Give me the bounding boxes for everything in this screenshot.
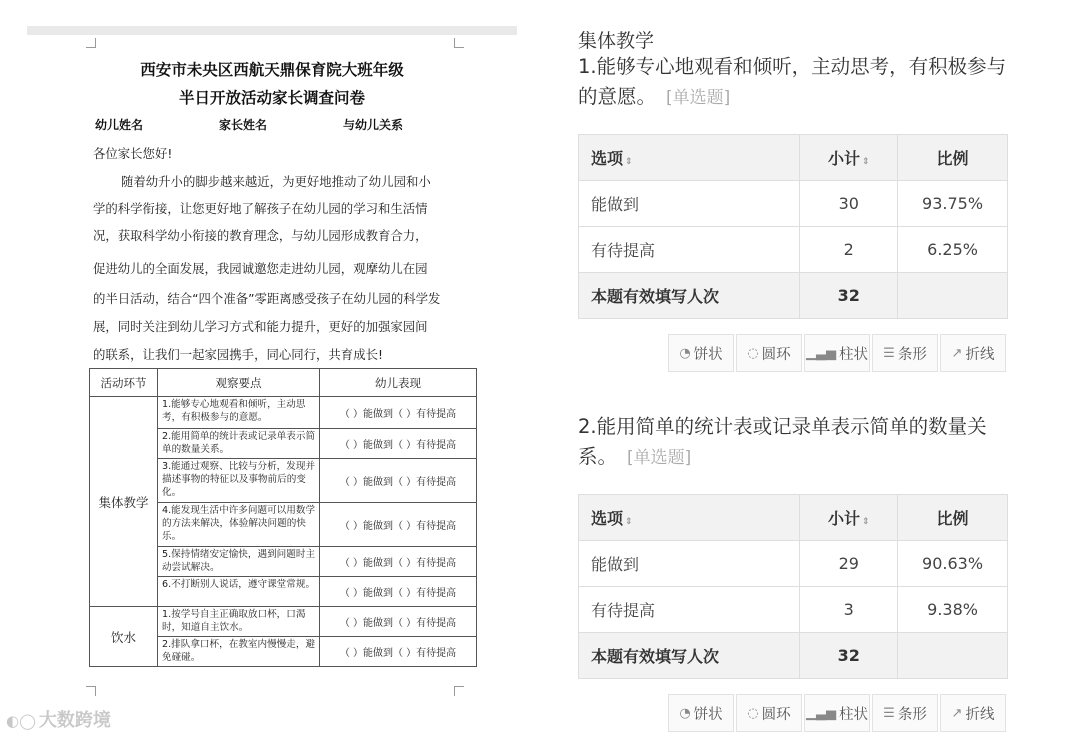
- total-empty-cell: [898, 273, 1008, 319]
- table-row: [90, 607, 477, 637]
- table-row: [579, 227, 1008, 273]
- ratio-cell: 93.75%: [898, 181, 1008, 227]
- column-icon: ▁▃▅: [806, 705, 836, 721]
- ratio-cell: 90.63%: [898, 541, 1008, 587]
- ring-chart-button[interactable]: ◌ 圆环: [736, 334, 802, 372]
- total-label: 本题有效填写人次: [579, 633, 800, 679]
- line-icon: ↗: [951, 705, 963, 721]
- performance-choice: （ ）能做到（ ）有待提高: [320, 637, 477, 667]
- sort-icon[interactable]: ⇕: [861, 517, 870, 527]
- bar-chart-button[interactable]: ☰ 条形: [872, 334, 938, 372]
- total-empty-cell: [898, 633, 1008, 679]
- body-line: 况，获取科学幼小衔接的教育理念，与幼儿园形成教育合力，: [93, 228, 428, 243]
- column-icon: ▁▃▅: [806, 345, 836, 361]
- option-cell: 有待提高: [579, 587, 800, 633]
- crop-mark: [454, 38, 464, 48]
- pie-icon: ◔: [679, 345, 691, 361]
- greeting: 各位家长您好!: [93, 146, 173, 161]
- bar-chart-button[interactable]: ☰ 条形: [872, 694, 938, 732]
- count-cell: 2: [800, 227, 898, 273]
- body-line: 学的科学衔接，让您更好地了解孩子在幼儿园的学习和生活情: [93, 201, 428, 216]
- table-header-row: [579, 135, 1008, 181]
- question-title: [578, 412, 1008, 473]
- document-subtitle: 半日开放活动家长调查问卷: [178, 89, 365, 107]
- watermark-logo-icon: ◐◯: [6, 712, 36, 730]
- count-cell: 29: [800, 541, 898, 587]
- line-chart-button[interactable]: ↗ 折线: [940, 694, 1006, 732]
- ring-chart-button[interactable]: ◌ 圆环: [736, 694, 802, 732]
- observation-point: 1.能够专心地观看和倾听，主动思考，有积极参与的意愿。: [158, 397, 320, 429]
- header-observation: 观察要点: [158, 369, 320, 397]
- table-row: [90, 397, 477, 429]
- ring-icon: ◌: [747, 705, 759, 721]
- total-row: [579, 273, 1008, 319]
- count-cell: 30: [800, 181, 898, 227]
- table-header-row: [579, 495, 1008, 541]
- watermark-text: 大数跨境: [38, 710, 111, 731]
- performance-choice: （ ）能做到（ ）有待提高: [320, 577, 477, 607]
- observation-point: 5.保持情绪安定愉快，遇到问题时主动尝试解决。: [158, 547, 320, 577]
- performance-choice: （ ）能做到（ ）有待提高: [320, 503, 477, 547]
- observation-point: 1.按学号自主正确取放口杯，口渴时，知道自主饮水。: [158, 607, 320, 637]
- pie-chart-button[interactable]: ◔ 饼状: [668, 694, 734, 732]
- question-type-tag: [单选题]: [666, 88, 731, 108]
- sort-icon[interactable]: ⇕: [861, 157, 870, 167]
- bar-icon: ☰: [883, 345, 895, 361]
- questionnaire-document: [27, 26, 517, 706]
- column-chart-button[interactable]: ▁▃▅ 柱状: [804, 694, 870, 732]
- category-cell: 集体教学: [90, 397, 158, 607]
- column-ratio-header: 比例: [898, 495, 1008, 541]
- body-line: 展，同时关注到幼儿学习方式和能力提升，更好的加强家园间: [93, 319, 428, 334]
- table-row: [579, 181, 1008, 227]
- line-icon: ↗: [951, 345, 963, 361]
- chart-type-buttons: [668, 694, 1006, 732]
- ratio-cell: 9.38%: [898, 587, 1008, 633]
- performance-choice: （ ）能做到（ ）有待提高: [320, 397, 477, 429]
- column-count-header[interactable]: 小计 ⇕: [800, 135, 898, 181]
- field-relationship: 与幼儿关系: [343, 118, 404, 132]
- question-text: 2.能用简单的统计表或记录单表示简单的数量关系。: [578, 415, 987, 468]
- results-table: [578, 134, 1008, 319]
- table-row: [579, 587, 1008, 633]
- total-count: 32: [800, 633, 898, 679]
- column-ratio-header: 比例: [898, 135, 1008, 181]
- performance-choice: （ ）能做到（ ）有待提高: [320, 607, 477, 637]
- sort-icon[interactable]: ⇕: [625, 517, 633, 527]
- option-cell: 能做到: [579, 181, 800, 227]
- field-parent-name: 家长姓名: [219, 118, 268, 132]
- observation-point: 4.能发现生活中许多问题可以用数学的方法来解决，体验解决问题的快乐。: [158, 503, 320, 547]
- pie-chart-button[interactable]: ◔ 饼状: [668, 334, 734, 372]
- observation-point: 2.能用简单的统计表或记录单表示简单的数量关系。: [158, 429, 320, 459]
- performance-choice: （ ）能做到（ ）有待提高: [320, 429, 477, 459]
- line-chart-button[interactable]: ↗ 折线: [940, 334, 1006, 372]
- header-activity: 活动环节: [90, 369, 158, 397]
- field-child-name: 幼儿姓名: [95, 118, 144, 132]
- body-line: 的联系，让我们一起家园携手，同心同行，共育成长!: [93, 347, 383, 362]
- column-count-header[interactable]: 小计 ⇕: [800, 495, 898, 541]
- watermark: [6, 706, 111, 732]
- section-title: 集体教学: [578, 30, 655, 52]
- bar-icon: ☰: [883, 705, 895, 721]
- total-label: 本题有效填写人次: [579, 273, 800, 319]
- table-header-row: [90, 369, 477, 397]
- category-cell: 饮水: [90, 607, 158, 667]
- results-table: [578, 494, 1008, 679]
- document-top-bar: [27, 26, 517, 35]
- column-chart-button[interactable]: ▁▃▅ 柱状: [804, 334, 870, 372]
- document-title: 西安市未央区西航天鼎保育院大班年级: [140, 61, 404, 79]
- pie-icon: ◔: [679, 705, 691, 721]
- question-text: 1.能够专心地观看和倾听，主动思考，有积极参与的意愿。: [578, 55, 1007, 108]
- performance-choice: （ ）能做到（ ）有待提高: [320, 547, 477, 577]
- option-cell: 有待提高: [579, 227, 800, 273]
- question-title: [578, 52, 1008, 113]
- chart-type-buttons: [668, 334, 1006, 372]
- observation-point: 3.能通过观察、比较与分析，发现并描述事物的特征以及事物前后的变化。: [158, 459, 320, 503]
- header-performance: 幼儿表现: [320, 369, 477, 397]
- crop-mark: [454, 686, 464, 696]
- count-cell: 3: [800, 587, 898, 633]
- ratio-cell: 6.25%: [898, 227, 1008, 273]
- observation-point: 6.不打断别人说话，遵守课堂常规。: [158, 577, 320, 607]
- performance-choice: （ ）能做到（ ）有待提高: [320, 459, 477, 503]
- column-option-header[interactable]: 选项 ⇕: [579, 135, 800, 181]
- table-row: [579, 541, 1008, 587]
- total-row: [579, 633, 1008, 679]
- body-line: 随着幼升小的脚步越来越近，为更好地推动了幼儿园和小: [121, 174, 431, 189]
- ring-icon: ◌: [747, 345, 759, 361]
- total-count: 32: [800, 273, 898, 319]
- column-option-header[interactable]: 选项 ⇕: [579, 495, 800, 541]
- crop-mark: [86, 686, 96, 696]
- body-line: 促进幼儿的全面发展，我园诚邀您走进幼儿园，观摩幼儿在园: [93, 261, 428, 276]
- question-type-tag: [单选题]: [627, 448, 692, 468]
- body-line: 的半日活动，结合“四个准备”零距离感受孩子在幼儿园的科学发: [93, 291, 441, 306]
- observation-point: 2.排队拿口杯，在教室内慢慢走，避免碰碰。: [158, 637, 320, 667]
- crop-mark: [86, 38, 96, 48]
- sort-icon[interactable]: ⇕: [625, 157, 633, 167]
- option-cell: 能做到: [579, 541, 800, 587]
- observation-table: [89, 368, 477, 667]
